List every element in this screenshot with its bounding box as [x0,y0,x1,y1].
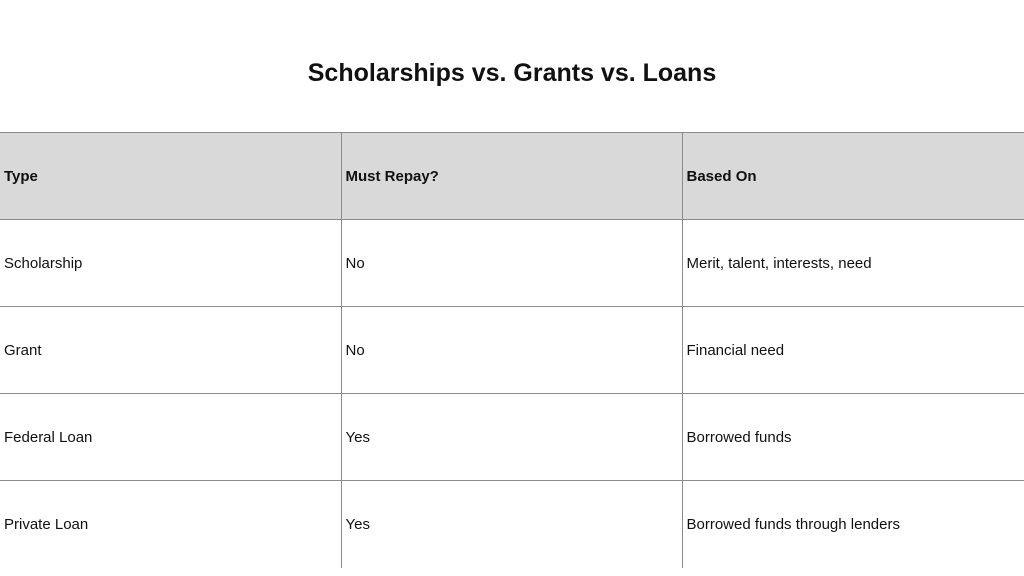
table-row [0,394,1024,481]
cell-must-repay: Yes [341,394,682,481]
column-header-type: Type [0,133,341,220]
cell-based-on: Merit, talent, interests, need [682,220,1024,307]
cell-based-on: Financial need [682,307,1024,394]
cell-type: Private Loan [0,481,341,568]
cell-must-repay: Yes [341,481,682,568]
cell-based-on: Borrowed funds [682,394,1024,481]
table-row [0,307,1024,394]
cell-must-repay: No [341,220,682,307]
cell-type: Grant [0,307,341,394]
table-header-row [0,133,1024,220]
table-row [0,220,1024,307]
cell-type: Scholarship [0,220,341,307]
column-header-based-on: Based On [682,133,1024,220]
cell-must-repay: No [341,307,682,394]
table-row [0,481,1024,568]
cell-based-on: Borrowed funds through lenders [682,481,1024,568]
page-title: Scholarships vs. Grants vs. Loans [307,59,717,87]
comparison-table [0,132,1024,568]
column-header-must-repay: Must Repay? [341,133,682,220]
cell-type: Federal Loan [0,394,341,481]
